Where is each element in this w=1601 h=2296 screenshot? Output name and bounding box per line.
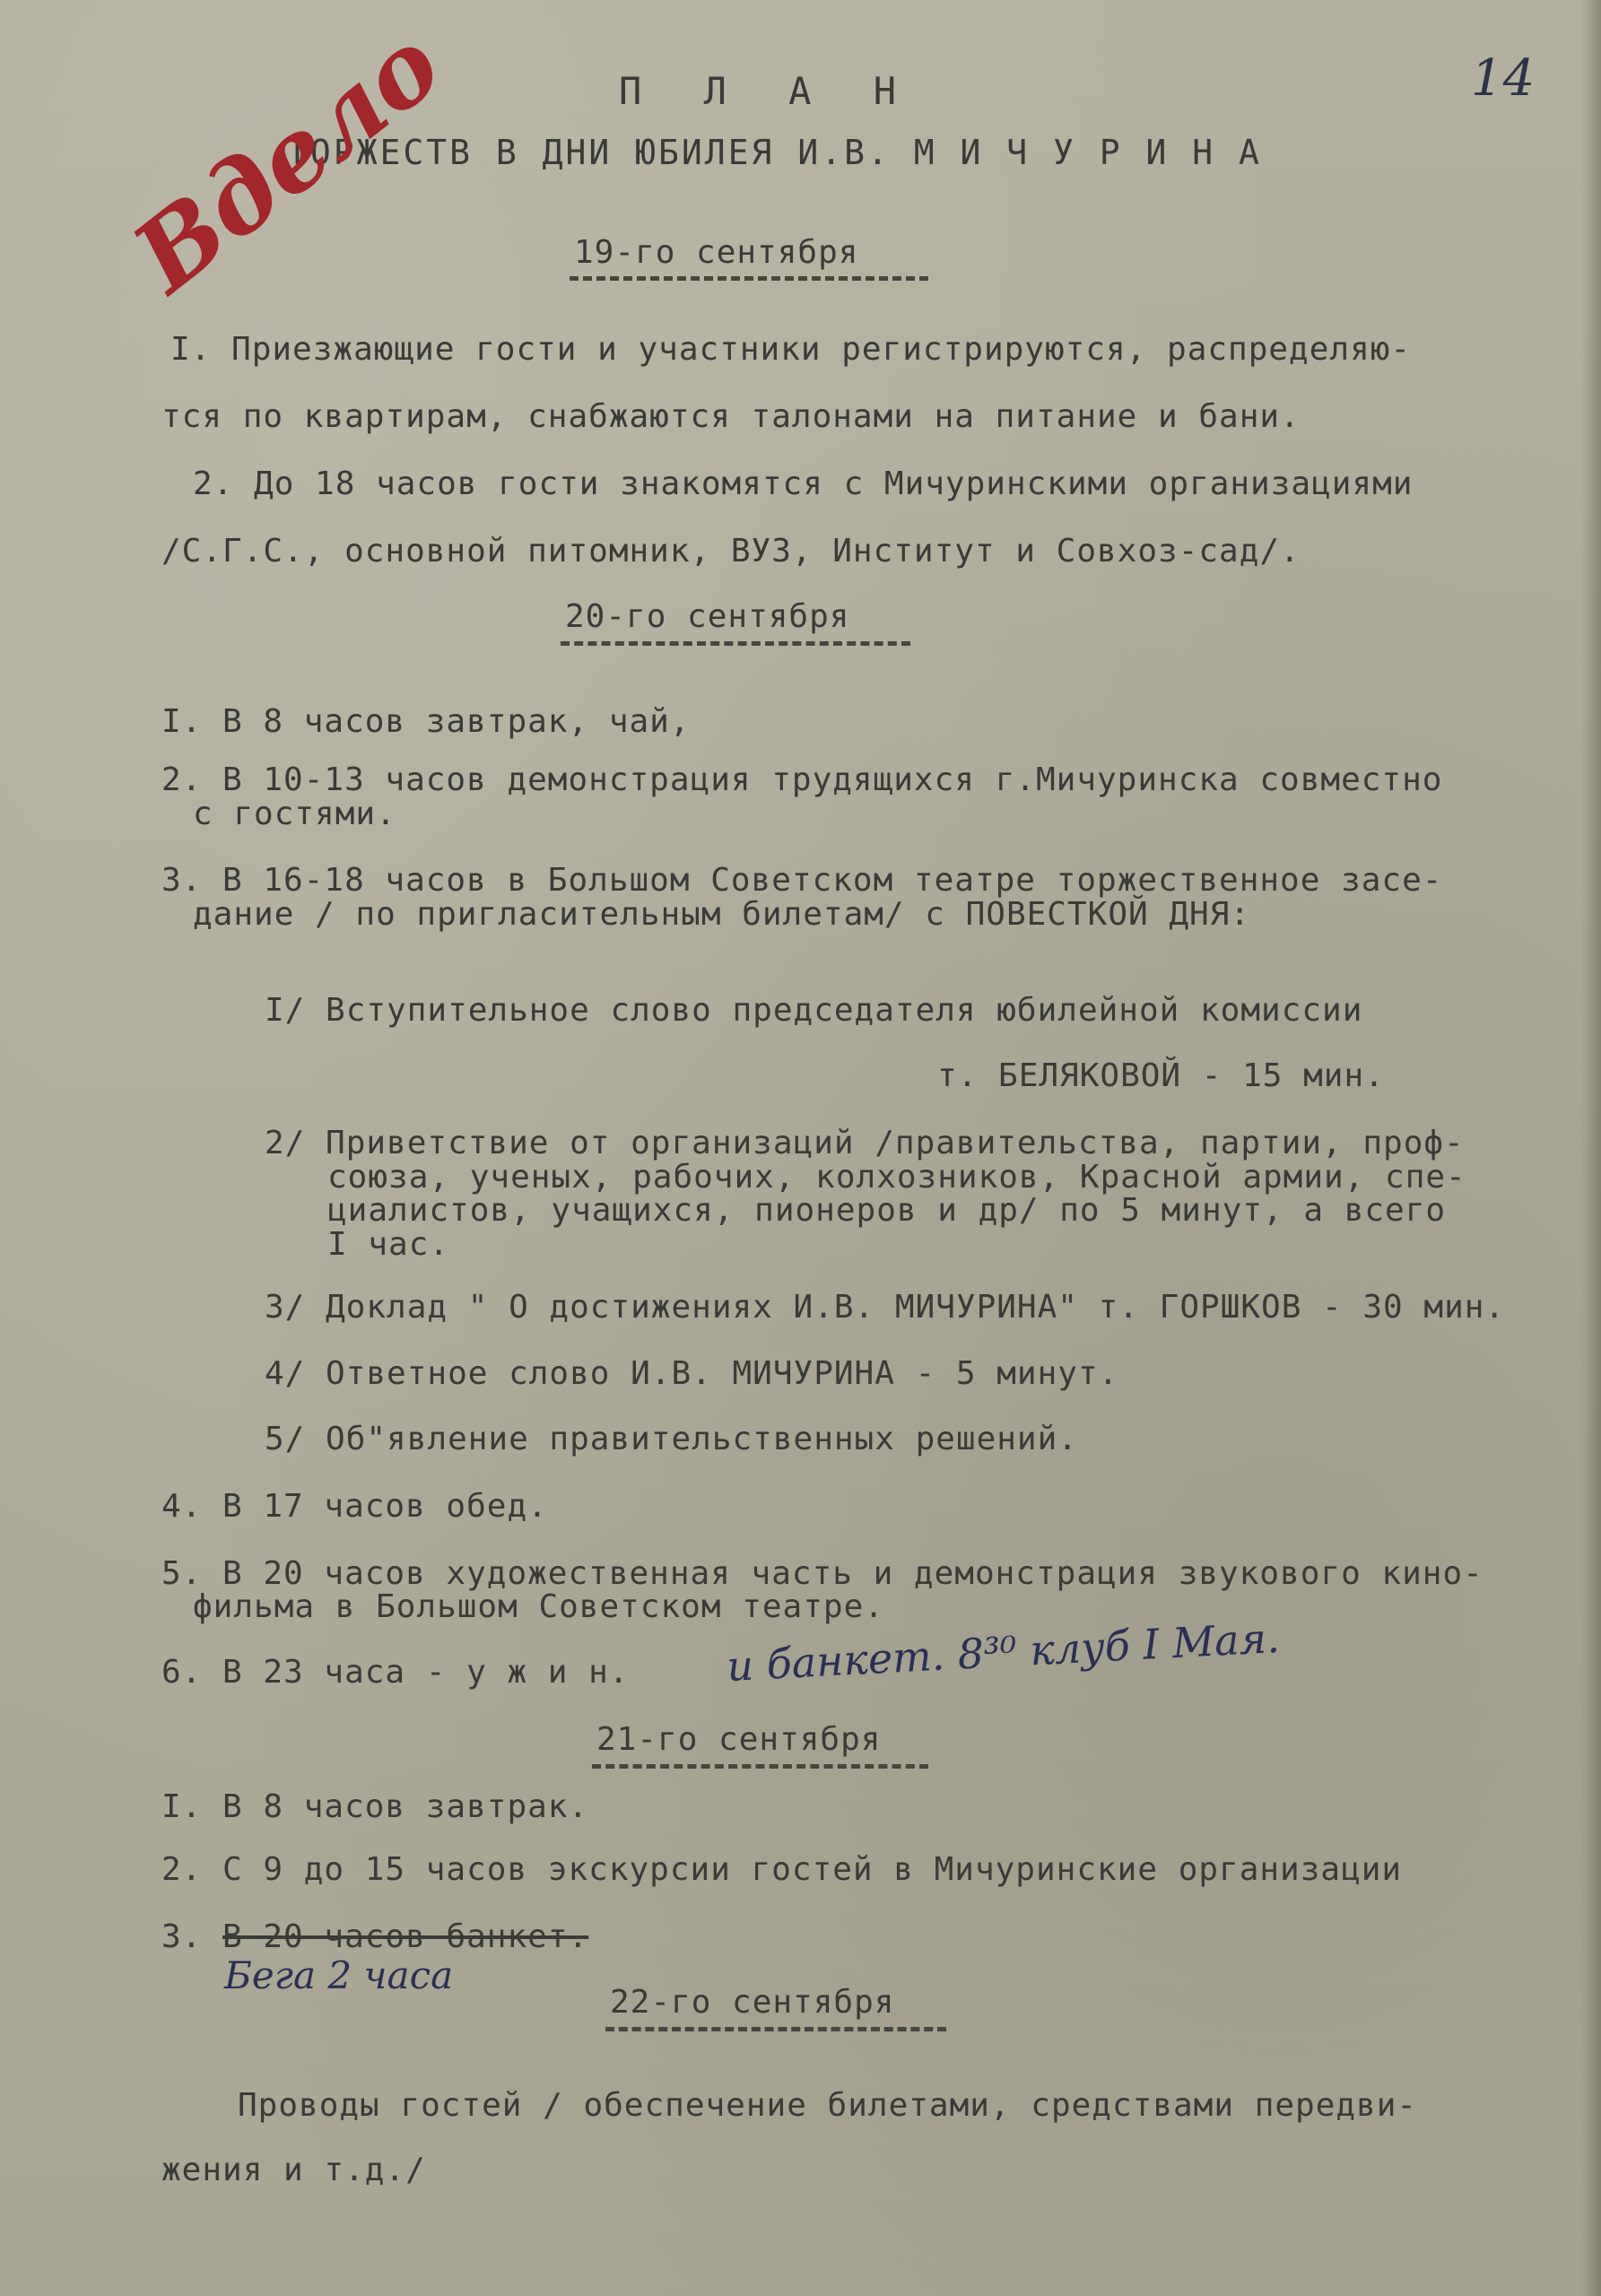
day20-item-6: 6. В 23 часа - у ж и н. (161, 1654, 630, 1691)
agenda-item-2-line4: I час. (327, 1226, 450, 1263)
day19-item-2-line2: /С.Г.С., основной питомник, ВУЗ, Институт и Совхоз-сад/. (161, 533, 1301, 570)
document-subtitle: ТОРЖЕСТВ В ДНИ ЮБИЛЕЯ И.В. М И Ч У Р И Н А (287, 133, 1262, 172)
day21-item-3 (161, 1919, 588, 1955)
agenda-item-2-line3: циалистов, учащихся, пионеров и др/ по 5 минут, а всего (327, 1192, 1447, 1229)
handwritten-note-races: Бега 2 часа (224, 1953, 454, 1997)
document-title: П Л А Н (619, 69, 917, 113)
day20-item-5-line2: фильма в Большом Советском театре. (193, 1588, 884, 1625)
day22-item-line2: жения и т.д./ (161, 2152, 426, 2188)
handwritten-note-banquet: и банкет. 8³⁰ клуб I Мая. (726, 1613, 1281, 1692)
agenda-item-5: 5/ Об"явление правительственных решений. (265, 1421, 1078, 1457)
agenda-item-4: 4/ Ответное слово И.В. МИЧУРИНА - 5 минут. (265, 1355, 1119, 1392)
day20-item-3-line2: дание / по пригласительным билетам/ с ПОВЕСТКОЙ ДНЯ: (193, 896, 1251, 933)
day21-item-3-number: 3. (161, 1918, 223, 1955)
day20-item-1: I. В 8 часов завтрак, чай, (161, 703, 691, 740)
date-heading-21: 21-го сентября (596, 1721, 882, 1758)
page-number: 14 (1471, 49, 1536, 108)
day20-item-5-line1: 5. В 20 часов художественная часть и демонстрация звукового кино- (161, 1555, 1484, 1592)
agenda-item-1: I/ Вступительное слово председателя юбилейной комиссии (265, 992, 1363, 1029)
agenda-item-1-speaker: т. БЕЛЯКОВОЙ - 15 мин. (937, 1057, 1385, 1094)
day19-item-1-line1: I. Приезжающие гости и участники регистрируются, распределяю- (170, 331, 1412, 368)
day20-item-2-line2: с гостями. (193, 796, 396, 832)
day21-item-2: 2. С 9 до 15 часов экскурсии гостей в Мичуринские организации (161, 1851, 1403, 1888)
day21-item-3-struck-text: В 20 часов банкет. (222, 1918, 589, 1955)
date-underline-21 (592, 1764, 928, 1769)
page-edge-shadow (1581, 0, 1601, 2296)
day21-item-1: I. В 8 часов завтрак. (161, 1788, 589, 1825)
day19-item-1-line2: тся по квартирам, снабжаются талонами на питание и бани. (161, 398, 1301, 435)
day19-item-2-line1: 2. До 18 часов гости знакомятся с Мичуринскими организациями (193, 465, 1414, 502)
date-heading-22: 22-го сентября (610, 1984, 895, 2021)
resolution-mark: Вдело (112, 5, 462, 315)
date-heading-20: 20-го сентября (565, 598, 850, 635)
day20-item-2-line1: 2. В 10-13 часов демонстрация трудящихся г.Мичуринска совместно (161, 761, 1443, 798)
day20-item-3-line1: 3. В 16-18 часов в Большом Советском театре торжественное засе- (161, 862, 1443, 899)
agenda-item-2-line2: союза, ученых, рабочих, колхозников, Красной армии, спе- (327, 1159, 1466, 1196)
date-underline-22 (605, 2027, 946, 2031)
date-underline-19 (570, 276, 928, 281)
day20-item-4: 4. В 17 часов обед. (161, 1488, 548, 1525)
agenda-item-2-line1: 2/ Приветствие от организаций /правительства, партии, проф- (265, 1125, 1465, 1161)
agenda-item-3: 3/ Доклад " О достижениях И.В. МИЧУРИНА" т. ГОРШКОВ - 30 мин. (265, 1289, 1506, 1326)
date-underline-20 (561, 641, 910, 646)
day22-item-line1: Проводы гостей / обеспечение билетами, средствами передви- (238, 2087, 1418, 2124)
date-heading-19: 19-го сентября (574, 234, 859, 271)
